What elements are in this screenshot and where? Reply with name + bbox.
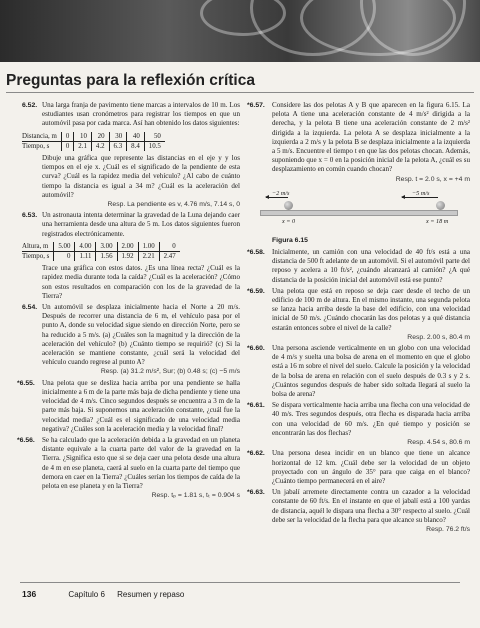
page-footer xyxy=(22,589,452,599)
table-cell: Altura, m xyxy=(22,242,54,252)
problem-number: *6.58. xyxy=(247,249,265,257)
problem-text: Un jabalí arremete directamente contra un cazador a la velocidad constante de 60 ft/s. En el instante en que el jabalí está a 100 yardas de distancia, aquél le dispara una flecha a 30° respecto al suelo. ¿Cuál debe ser la velocidad de la flecha para que alcance su blanco? xyxy=(272,488,470,524)
table-cell: 40 xyxy=(127,132,145,142)
problem-6-58 xyxy=(247,248,470,285)
chapter-label: Capítulo 6 xyxy=(68,590,105,599)
problem-6-52-cont xyxy=(22,154,240,209)
page-number: 136 xyxy=(22,589,37,599)
table-cell: 1.00 xyxy=(138,242,159,252)
decorative-banner xyxy=(0,0,480,62)
problem-6-53 xyxy=(22,211,240,239)
problem-6-62 xyxy=(247,449,470,486)
table-cell: 8.4 xyxy=(127,141,145,151)
data-table-distance-time xyxy=(22,132,165,151)
table-cell: 2.47 xyxy=(163,253,176,261)
problem-6-53-cont xyxy=(22,264,240,301)
problem-text: Un astronauta intenta determinar la gravedad de la Luna dejando caer una herramienta desde una altura de 5 m. Los datos siguientes fueron registrados electrónicamente. xyxy=(42,211,240,238)
problem-number: *6.62. xyxy=(247,450,265,458)
problem-6-59 xyxy=(247,286,470,342)
table-row xyxy=(22,242,180,252)
table-row xyxy=(22,252,180,262)
problem-6-61 xyxy=(247,401,470,447)
table-cell: 3.00 xyxy=(96,242,117,252)
problem-text: Una persona desea incidir en un blanco que tiene un alcance horizontal de 12 km. ¿Cuál debe ser la velocidad de un objeto proyectado con un ángulo de 35° para que caiga en el blanco? ¿Cuánto tiempo permanecerá en el aire? xyxy=(272,449,470,485)
problem-6-56 xyxy=(17,435,240,500)
table-cell: 2.1 xyxy=(74,141,92,151)
section-heading: Preguntas para la reflexión crítica xyxy=(6,72,255,89)
answer: Resp. 2.00 s, 80.4 m xyxy=(407,333,470,341)
problem-text: Una persona asciende verticalmente en un globo con una velocidad de 4 m/s y suelta una bolsa de arena en el momento en que el globo está a 16 m sobre el nivel del suelo. Calcule la posición y la velocidad de la bolsa de arena en relación con el suelo después de 0.3 s y 2 s. ¿Cuántos segundos después de haber sido soltada llegará al suelo la bolsa de arena? xyxy=(272,344,470,399)
problem-text: Una pelota que se desliza hacia arriba por una pendiente se halla inicialmente a 6 m de la parte más baja de dicha pendiente y tiene una velocidad de 4 m/s. Cinco segundos después se encuentra a 3 m de la parte más baja. Si suponemos una aceleración constante, ¿cuál fue la velocidad media? ¿Cuál es el significado de una velocidad media negativa? ¿Cuáles son la aceleración media y la velocidad final? xyxy=(42,378,240,433)
problem-6-63 xyxy=(247,488,470,534)
table-cell: Tiempo, s xyxy=(22,141,61,151)
problem-text: Inicialmente, un camión con una velocidad de 40 ft/s está a una distancia de 500 ft adelante de un automóvil. Si el automóvil parte del reposo y acelera a 10 ft/s², ¿cuándo alcanzará al camión? ¿A qué distancia de la posición inicial del automóvil está ese punto? xyxy=(272,248,470,284)
problem-6-60 xyxy=(247,344,470,399)
figure-caption: Figura 6.15 xyxy=(272,236,308,244)
table-cell: 0 xyxy=(159,242,180,252)
answer: Resp. (a) 31.2 m/s², Sur; (b) 0.48 s; (c) −5 m/s xyxy=(100,368,240,376)
table-cell: 1.56 xyxy=(96,252,117,262)
problem-text: Considere las dos pelotas A y B que aparecen en la figura 6.15. La pelota A tiene una aceleración constante de 4 m/s² dirigida a la derecha, y la pelota B tiene una aceleración constante de 2 m/s² dirigida a la izquierda. La pelota A se desplaza inicialmente a la izquierda a 2 m/s y la pelota B se desplaza inicialmente a la izquierda a 5 m/s. Encuentre el tiempo t en que las dos pelotas chocan. Además, suponiendo que x = 0 en la posición inicial de la pelota A, ¿cuál es su desplazamiento en común cuando chocan? xyxy=(272,101,470,174)
problem-number: 6.53. xyxy=(22,212,38,220)
figure-6-15 xyxy=(252,186,470,234)
ball-a xyxy=(284,201,293,210)
arrow-left-icon xyxy=(266,197,288,198)
table-row xyxy=(22,132,165,142)
problem-number: *6.61. xyxy=(247,402,265,410)
problem-text: Se ha calculado que la aceleración debida a la gravedad en un planeta distante equivale a la cuarta parte del valor de la gravedad en la Tierra. ¿Significa esto que si se deja caer una pelota desde una altura de 4 m en ese planeta, caerá al suelo en la cuarta parte del tiempo que demora en caer en la Tierra? ¿Cuáles serían los tiempos de caída de la pelota en ese planeta y en la Tierra? xyxy=(42,435,240,490)
table-cell: 0 xyxy=(61,141,73,151)
answer: Resp. 4.54 s, 80.6 m xyxy=(407,439,470,447)
right-column xyxy=(247,101,470,536)
heading-rule xyxy=(6,92,474,93)
left-column xyxy=(17,101,240,502)
table-cell: 10.5 xyxy=(148,142,161,150)
problem-text: Una pelota que está en reposo se deja caer desde el techo de un edificio de 100 m de altura. En el mismo instante, una segunda pelota se lanza hacia arriba desde la base del edificio, con una velocidad inicial de 50 m/s. ¿Cuándo chocarán las dos pelotas y a qué distancia estarán entonces sobre el nivel de la calle? xyxy=(272,286,470,332)
ball-a-velocity-label: −2 m/s xyxy=(272,189,290,197)
table-cell: 0 xyxy=(61,132,73,142)
answer: Resp. tₚ = 1.81 s, tₜ = 0.904 s xyxy=(151,492,240,500)
answer: Resp. La pendiente es v, 4.76 m/s, 7.14 s, 0 xyxy=(107,201,240,209)
table-cell: 30 xyxy=(109,132,127,142)
table-cell: 20 xyxy=(91,132,109,142)
table-cell: 10 xyxy=(74,132,92,142)
table-cell: 2.00 xyxy=(117,242,138,252)
table-cell: 5.00 xyxy=(54,242,75,252)
problem-text: Una larga franja de pavimento tiene marcas a intervalos de 10 m. Los estudiantes usan cronómetros para registrar los tiempos en que un automóvil pasa por cada marca. Así han obtenido los datos siguientes: xyxy=(42,101,240,128)
problem-number: 6.52. xyxy=(22,102,38,109)
table-cell: 1.11 xyxy=(75,252,96,262)
problem-number: *6.59. xyxy=(247,287,265,295)
table-cell: 50 xyxy=(144,132,165,142)
arrow-left-icon xyxy=(402,197,438,198)
problem-text: Trace una gráfica con estos datos. ¿Es una línea recta? ¿Cuál es la rapidez media durante toda la caída? ¿Cuál es la aceleración? ¿Cómo son estos resultados en comparación con los de la gravedad de la Tierra? xyxy=(42,264,240,300)
problem-number: *6.55. xyxy=(17,379,35,387)
table-cell: 0 xyxy=(54,252,75,262)
answer: Resp. t = 2.0 s, x = +4 m xyxy=(395,175,470,183)
problem-6-54 xyxy=(22,303,240,377)
problem-number: 6.54. xyxy=(22,304,38,312)
table-row xyxy=(22,141,165,151)
ball-b xyxy=(436,201,445,210)
track xyxy=(260,210,458,216)
problem-number: *6.57. xyxy=(247,102,265,109)
problem-text: Un automóvil se desplaza inicialmente hacia el Norte a 20 m/s. Después de recorrer una distancia de 6 m, el vehículo pasa por el punto A, donde su velocidad sigue siendo en dirección Norte, pero se ha reducido a 5 m/s. (a) ¿Cuáles son la magnitud y la dirección de la aceleración del vehículo? (b) ¿Cuánto tiempo se requirió? (c) Si la aceleración se mantiene constante, ¿cuál será la velocidad del vehículo cuando regrese al punto A? xyxy=(42,303,240,367)
problem-number: *6.63. xyxy=(247,489,265,497)
problem-6-55 xyxy=(17,378,240,434)
answer: Resp. 76.2 ft/s xyxy=(426,525,470,533)
ball-a-position-label: x = 0 xyxy=(282,217,296,225)
problem-text: Dibuje una gráfica que represente las distancias en el eje y y los tiempos en el eje x. ¿Cuál es el significado de la pendiente de esta curva? ¿Cuál es la rapidez media del vehículo? ¿Al cabo de cuánto tiempo la distancia es igual a 34 m? ¿Cuál es la aceleración del automóvil? xyxy=(42,154,240,199)
table-cell: Distancia, m xyxy=(22,132,61,142)
table-cell: Tiempo, s xyxy=(22,252,54,262)
problem-6-57 xyxy=(247,101,470,184)
problem-number: *6.56. xyxy=(17,436,35,444)
ball-b-velocity-label: −5 m/s xyxy=(412,189,430,197)
section-label: Resumen y repaso xyxy=(117,590,185,599)
data-table-height-time xyxy=(22,242,180,261)
table-cell: 4.2 xyxy=(91,141,109,151)
problem-6-52 xyxy=(22,101,240,129)
ball-b-position-label: x = 18 m xyxy=(426,217,449,225)
table-cell: 6.3 xyxy=(109,141,127,151)
problem-number: *6.60. xyxy=(247,345,265,353)
table-cell: 1.92 xyxy=(117,252,138,262)
problem-text: Se dispara verticalmente hacia arriba una flecha con una velocidad de 40 m/s. Tres segundos después, otra flecha es disparada hacia arriba con una velocidad de 60 m/s. ¿En qué tiempo y posición se encontrarán las dos flechas? xyxy=(272,401,470,437)
table-cell: 4.00 xyxy=(75,242,96,252)
footer-rule xyxy=(20,582,460,583)
table-cell: 2.21 xyxy=(138,252,159,262)
